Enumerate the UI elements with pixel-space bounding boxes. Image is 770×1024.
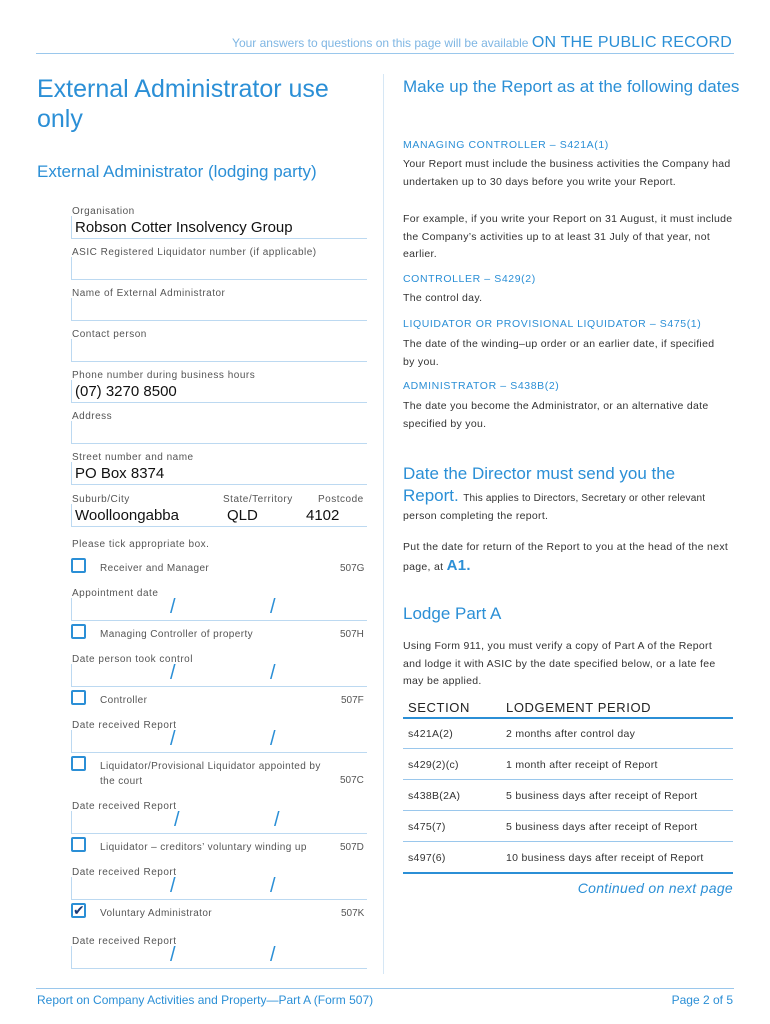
header-divider — [36, 53, 734, 54]
street-field[interactable] — [71, 462, 367, 485]
suburb-value: Woolloongabba — [75, 507, 179, 524]
contact-person-field[interactable] — [71, 339, 367, 362]
director-send-heading-tail: person completing the report. — [403, 510, 549, 522]
control-date-field[interactable] — [71, 664, 367, 687]
option-label: Receiver and Manager — [100, 563, 210, 574]
date-label: Appointment date — [72, 588, 159, 599]
date-separator: / — [270, 875, 276, 897]
administrator-text: The date you become the Administrator, or an alternative date specified by you. — [403, 400, 709, 430]
liquidator-court-checkbox[interactable] — [71, 756, 86, 771]
table-row-rule — [403, 810, 733, 811]
controller-text: The control day. — [403, 292, 483, 304]
table-cell-period: 1 month after receipt of Report — [506, 759, 658, 771]
option-label: Voluntary Administrator — [100, 908, 213, 919]
organisation-label: Organisation — [72, 206, 135, 217]
table-cell-period: 10 business days after receipt of Report — [506, 852, 704, 864]
street-value: PO Box 8374 — [75, 465, 165, 482]
date-label: Date received Report — [72, 867, 177, 878]
postcode-value: 4102 — [306, 507, 340, 524]
public-record-emphasis: ON THE PUBLIC RECORD — [531, 34, 732, 51]
phone-value: (07) 3270 8500 — [75, 383, 177, 400]
form-code: 507H — [340, 629, 364, 640]
controller-title: CONTROLLER – S429(2) — [403, 273, 536, 285]
form-code: 507G — [340, 563, 365, 574]
date-label: Date received Report — [72, 720, 177, 731]
appointment-date-field[interactable] — [71, 598, 367, 621]
organisation-value: Robson Cotter Insolvency Group — [75, 219, 293, 236]
date-label: Date person took control — [72, 654, 193, 665]
address-label: Address — [72, 411, 113, 422]
liquidator-voluntary-date-field[interactable] — [71, 877, 367, 900]
table-cell-period: 5 business days after receipt of Report — [506, 790, 698, 802]
a1-reference: A1. — [446, 556, 471, 574]
date-separator: / — [174, 809, 180, 831]
voluntary-administrator-checkbox[interactable] — [71, 903, 86, 918]
contact-person-label: Contact person — [72, 329, 147, 340]
receiver-manager-checkbox[interactable] — [71, 558, 86, 573]
liquidator-voluntary-checkbox[interactable] — [71, 837, 86, 852]
table-row-rule — [403, 779, 733, 780]
public-record-note: Your answers to questions on this page will be available ON THE PUBLIC RECORD — [232, 34, 732, 51]
date-separator: / — [170, 662, 176, 684]
suburb-label: Suburb/City — [72, 494, 130, 505]
date-separator: / — [270, 728, 276, 750]
table-header-period: LODGEMENT PERIOD — [506, 700, 652, 715]
report-dates-heading: Make up the Report as at the following dates — [403, 77, 740, 96]
table-cell-section: s421A(2) — [408, 728, 454, 740]
form-code: 507K — [341, 908, 365, 919]
option-label: Liquidator/Provisional Liquidator appointed by the court — [100, 761, 321, 787]
state-value: QLD — [227, 507, 258, 524]
state-label: State/Territory — [223, 494, 293, 505]
administrator-title: ADMINISTRATOR – S438B(2) — [403, 380, 560, 392]
table-cell-section: s475(7) — [408, 821, 446, 833]
lodge-instruction: Using Form 911, you must verify a copy of Part A of the Report and lodge it with ASIC by the date specified below, or a late fee may be applied. — [403, 640, 716, 687]
date-label: Date received Report — [72, 936, 177, 947]
liquidator-text: The date of the winding–up order or an earlier date, if specified by you. — [403, 338, 715, 368]
phone-field[interactable] — [71, 380, 367, 403]
controller-date-field[interactable] — [71, 730, 367, 753]
table-row-rule — [403, 748, 733, 749]
asic-number-label: ASIC Registered Liquidator number (if applicable) — [72, 247, 317, 258]
column-divider — [383, 74, 384, 974]
date-separator: / — [170, 596, 176, 618]
lodge-part-a-heading: Lodge Part A — [403, 604, 502, 623]
page-number: Page 2 of 5 — [671, 993, 733, 1007]
managing-controller-checkbox[interactable] — [71, 624, 86, 639]
form-code: 507F — [341, 695, 364, 706]
date-label: Date received Report — [72, 801, 177, 812]
table-cell-period: 5 business days after receipt of Report — [506, 821, 698, 833]
table-cell-section: s438B(2A) — [408, 790, 461, 802]
director-send-heading-cont: Report. This applies to Directors, Secretary or other relevant — [403, 486, 706, 505]
footer-form-title: Report on Company Activities and Property—Part A (Form 507) — [37, 993, 374, 1007]
street-label: Street number and name — [72, 452, 194, 463]
date-separator: / — [270, 662, 276, 684]
managing-controller-text: Your Report must include the business activities the Company had undertaken up to 30 days before you write your Report. — [403, 158, 731, 188]
date-separator: / — [270, 596, 276, 618]
address-field[interactable] — [71, 421, 367, 444]
tick-instruction: Please tick appropriate box. — [72, 539, 210, 550]
suburb-state-postcode-field[interactable] — [71, 504, 367, 527]
date-separator: / — [270, 944, 276, 966]
footer-divider — [36, 988, 734, 989]
managing-controller-title: MANAGING CONTROLLER – S421A(1) — [403, 139, 609, 151]
asic-number-field[interactable] — [71, 257, 367, 280]
administrator-date-field[interactable] — [71, 946, 367, 969]
managing-controller-example: For example, if you write your Report on 31 August, it must include the Company’s activities up to at least 31 July of that year, not earlier. — [403, 213, 733, 260]
option-label: Liquidator – creditors’ voluntary winding up — [100, 842, 307, 853]
option-label: Controller — [100, 695, 148, 706]
director-send-heading: Date the Director must send you the — [403, 464, 676, 483]
postcode-label: Postcode — [318, 494, 364, 505]
organisation-field[interactable] — [71, 216, 367, 239]
table-bottom-rule — [403, 872, 733, 874]
section-title: External Administrator (lodging party) — [37, 162, 317, 181]
date-separator: / — [170, 728, 176, 750]
date-separator: / — [170, 944, 176, 966]
table-cell-period: 2 months after control day — [506, 728, 636, 740]
continued-note: Continued on next page — [577, 880, 733, 896]
form-code: 507D — [340, 842, 364, 853]
form-code: 507C — [340, 775, 364, 786]
phone-label: Phone number during business hours — [72, 370, 256, 381]
administrator-name-field[interactable] — [71, 298, 367, 321]
return-instruction: Put the date for return of the Report to you at the head of the next page, at A1. — [403, 541, 729, 574]
table-row-rule — [403, 841, 733, 842]
option-label: Managing Controller of property — [100, 629, 254, 640]
table-header-section: SECTION — [408, 700, 470, 715]
administrator-name-label: Name of External Administrator — [72, 288, 226, 299]
check-mark-icon: ✔ — [73, 902, 85, 918]
table-cell-section: s429(2)(c) — [408, 759, 459, 771]
table-header-rule — [403, 717, 733, 719]
liquidator-court-date-field[interactable] — [71, 811, 367, 834]
page-title: External Administrator use only — [37, 75, 329, 133]
table-cell-section: s497(6) — [408, 852, 446, 864]
controller-checkbox[interactable] — [71, 690, 86, 705]
date-separator: / — [170, 875, 176, 897]
liquidator-title: LIQUIDATOR OR PROVISIONAL LIQUIDATOR – S475(1) — [403, 318, 702, 330]
date-separator: / — [274, 809, 280, 831]
